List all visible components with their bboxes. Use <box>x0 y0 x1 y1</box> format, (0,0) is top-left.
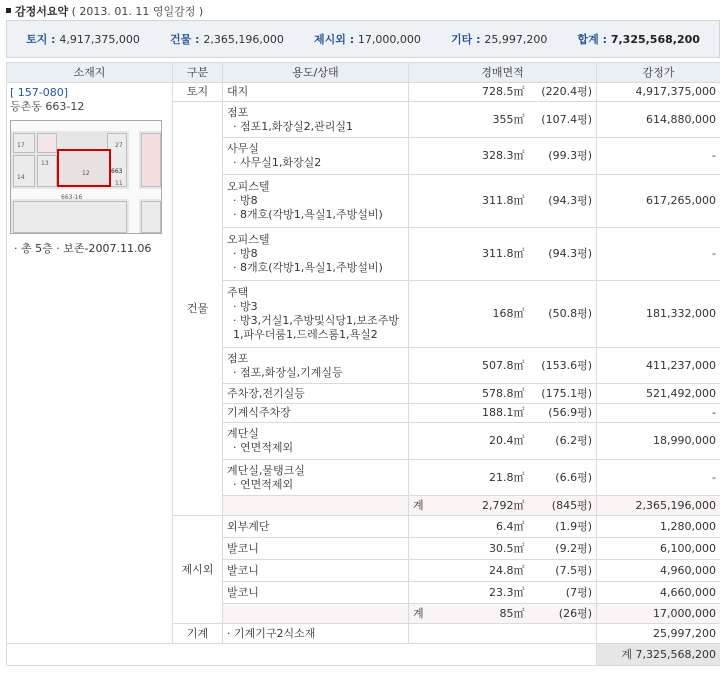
pyeong-value: (175.1평) <box>541 386 592 400</box>
usage-cell <box>223 460 409 496</box>
usage-label: 점포 <box>227 351 249 365</box>
price-cell: - <box>597 138 720 175</box>
usage-detail: · 방8 <box>233 194 258 207</box>
usage-cell <box>223 423 409 460</box>
summary-extra: 제시외 : 17,000,000 <box>313 33 421 46</box>
area-cell <box>409 516 597 538</box>
area-value: 507.8㎡ <box>482 358 525 372</box>
usage-cell: · 기계기구2식소재 <box>223 624 409 644</box>
pyeong-value: (9.2평) <box>555 541 592 555</box>
area-value: 188.1㎡ <box>482 406 525 419</box>
usage-cell: 발코니 <box>223 582 409 604</box>
usage-label: 계단실 <box>227 427 259 440</box>
map-label: 663-16 <box>61 194 83 201</box>
table-row <box>7 83 720 102</box>
area-cell <box>409 582 597 604</box>
usage-cell <box>223 138 409 175</box>
section-title <box>6 3 203 19</box>
subtotal-label: 계 <box>413 606 424 620</box>
area-cell <box>409 423 597 460</box>
usage-cell <box>223 175 409 228</box>
area-value: 311.8㎡ <box>482 247 525 260</box>
usage-label: 기계식주차장 <box>227 406 291 419</box>
area-value: 6.4㎡ <box>496 519 525 533</box>
area-cell <box>409 348 597 384</box>
pyeong-value: (6.2평) <box>555 434 592 447</box>
usage-detail: · 방8 <box>233 247 258 260</box>
appraisal-date: ( 2013. 01. 11 영일감정 ) <box>71 5 204 18</box>
usage-detail: · 8개호(각방1,욕실1,주방설비) <box>233 208 383 221</box>
usage-label: 주차장,전기실등 <box>227 386 305 400</box>
area-cell <box>409 83 597 102</box>
usage-detail: · 점포1,화장실2,관리실1 <box>233 119 353 133</box>
usage-label: 점포 <box>227 105 249 119</box>
price-cell: 4,917,375,000 <box>597 83 720 102</box>
summary-total: 합계 : 7,325,568,200 <box>577 33 700 46</box>
pyeong-value: (220.4평) <box>541 85 592 98</box>
col-price: 감정가 <box>597 63 720 83</box>
area-value: 578.8㎡ <box>482 386 525 400</box>
area-cell <box>409 560 597 582</box>
address: 등촌동 663-12 <box>10 100 85 113</box>
price-cell: 4,960,000 <box>597 560 720 582</box>
category-extra: 제시외 <box>173 516 223 624</box>
area-value: 85㎡ <box>499 606 525 620</box>
price-cell: 617,265,000 <box>597 175 720 228</box>
area-cell <box>409 384 597 404</box>
title-label: 감정서요약 <box>15 5 69 18</box>
map-label: 17 <box>17 142 25 149</box>
area-value: 21.8㎡ <box>489 470 525 484</box>
col-category: 구분 <box>173 63 223 83</box>
usage-label: 주택 <box>227 286 249 299</box>
pyeong-value: (1.9평) <box>555 519 592 533</box>
empty-cell <box>7 644 597 666</box>
area-value: 20.4㎡ <box>489 434 525 447</box>
pyeong-value: (6.6평) <box>555 470 592 484</box>
usage-cell: 발코니 <box>223 560 409 582</box>
price-cell: 411,237,000 <box>597 348 720 384</box>
usage-detail: · 점포,화장실,기계실등 <box>233 365 343 379</box>
category-land: 토지 <box>173 83 223 102</box>
map-label: 13 <box>41 160 49 167</box>
usage-label: 계단실,물탱크실 <box>227 463 305 477</box>
area-value: 30.5㎡ <box>489 541 525 555</box>
usage-label: 사무실 <box>227 142 259 155</box>
area-cell <box>409 281 597 348</box>
map-label: 14 <box>17 174 25 181</box>
usage-cell <box>223 228 409 281</box>
pyeong-value: (99.3평) <box>548 149 592 162</box>
header-row <box>7 63 720 83</box>
usage-detail: · 방3,거실1,주방및식당1,보조주방1,파우더룸1,드레스룸1,욕실2 <box>233 314 399 341</box>
empty-cell <box>409 624 597 644</box>
map-label: 11 <box>115 180 123 187</box>
price-cell: 18,990,000 <box>597 423 720 460</box>
area-value: 23.3㎡ <box>489 585 525 599</box>
usage-detail: · 8개호(각방1,욕실1,주방설비) <box>233 261 383 274</box>
pyeong-value: (107.4평) <box>541 112 592 126</box>
area-value: 24.8㎡ <box>489 563 525 577</box>
area-cell <box>409 102 597 138</box>
subtotal-price: 17,000,000 <box>597 604 720 624</box>
summary-etc: 기타 : 25,997,200 <box>451 33 548 46</box>
bullet-square-icon <box>6 8 11 13</box>
summary-bar <box>6 20 720 58</box>
pyeong-value: (94.3평) <box>548 194 592 207</box>
map-label: 663 <box>111 168 123 175</box>
area-cell <box>409 228 597 281</box>
summary-land: 토지 : 4,917,375,000 <box>26 33 140 46</box>
pyeong-value: (50.8평) <box>548 307 592 320</box>
category-building: 건물 <box>173 102 223 516</box>
area-value: 728.5㎡ <box>482 85 525 98</box>
area-value: 355㎡ <box>492 112 525 126</box>
category-machine: 기계 <box>173 624 223 644</box>
usage-label: 오피스텔 <box>227 233 270 246</box>
usage-detail: · 방3 <box>233 300 258 313</box>
pyeong-value: (153.6평) <box>541 358 592 372</box>
subtotal-area <box>409 604 597 624</box>
area-cell <box>409 538 597 560</box>
subtotal-label: 계 <box>413 498 424 512</box>
price-cell: 4,660,000 <box>597 582 720 604</box>
area-cell <box>409 460 597 496</box>
pyeong-value: (7.5평) <box>555 563 592 577</box>
map-label: 12 <box>82 170 90 177</box>
area-value: 168㎡ <box>492 307 525 320</box>
usage-cell: 외부계단 <box>223 516 409 538</box>
pyeong-value: (845평) <box>551 498 592 512</box>
building-info: · 총 5층 · 보존-2007.11.06 <box>14 242 152 255</box>
col-usage: 용도/상태 <box>223 63 409 83</box>
price-cell: - <box>597 228 720 281</box>
area-cell <box>409 175 597 228</box>
pyeong-value: (26평) <box>558 606 592 620</box>
price-cell: - <box>597 460 720 496</box>
postal-code: [ 157-080] <box>10 86 69 99</box>
subtotal-price: 2,365,196,000 <box>597 496 720 516</box>
price-cell: 1,280,000 <box>597 516 720 538</box>
grand-total: 계 7,325,568,200 <box>597 644 720 666</box>
usage-detail: · 연면적제외 <box>233 441 294 454</box>
price-cell: 6,100,000 <box>597 538 720 560</box>
usage-cell <box>223 404 409 423</box>
col-location: 소재지 <box>7 63 173 83</box>
col-area: 경매면적 <box>409 63 597 83</box>
grand-total-row <box>7 644 720 666</box>
area-cell <box>409 138 597 175</box>
map-label: 27 <box>115 142 123 149</box>
empty-cell <box>223 496 409 516</box>
usage-cell <box>223 102 409 138</box>
pyeong-value: (7평) <box>565 585 592 599</box>
price-cell: 181,332,000 <box>597 281 720 348</box>
area-value: 328.3㎡ <box>482 149 525 162</box>
subtotal-area <box>409 496 597 516</box>
usage-cell: 발코니 <box>223 538 409 560</box>
price-cell: 614,880,000 <box>597 102 720 138</box>
area-value: 2,792㎡ <box>482 498 525 512</box>
area-cell <box>409 404 597 423</box>
empty-cell <box>223 604 409 624</box>
summary-building: 건물 : 2,365,196,000 <box>170 33 284 46</box>
price-cell: - <box>597 404 720 423</box>
usage-cell <box>223 348 409 384</box>
price-cell: 521,492,000 <box>597 384 720 404</box>
usage-detail: · 사무실1,화장실2 <box>233 156 322 169</box>
usage-cell: 대지 <box>223 83 409 102</box>
location-cell <box>7 83 173 644</box>
usage-cell <box>223 281 409 348</box>
location-map <box>10 120 162 234</box>
usage-label: 오피스텔 <box>227 180 270 193</box>
pyeong-value: (56.9평) <box>548 406 592 419</box>
usage-cell <box>223 384 409 404</box>
pyeong-value: (94.3평) <box>548 247 592 260</box>
price-cell: 25,997,200 <box>597 624 720 644</box>
area-value: 311.8㎡ <box>482 194 525 207</box>
usage-detail: · 연면적제외 <box>233 477 294 491</box>
appraisal-table <box>6 62 720 666</box>
